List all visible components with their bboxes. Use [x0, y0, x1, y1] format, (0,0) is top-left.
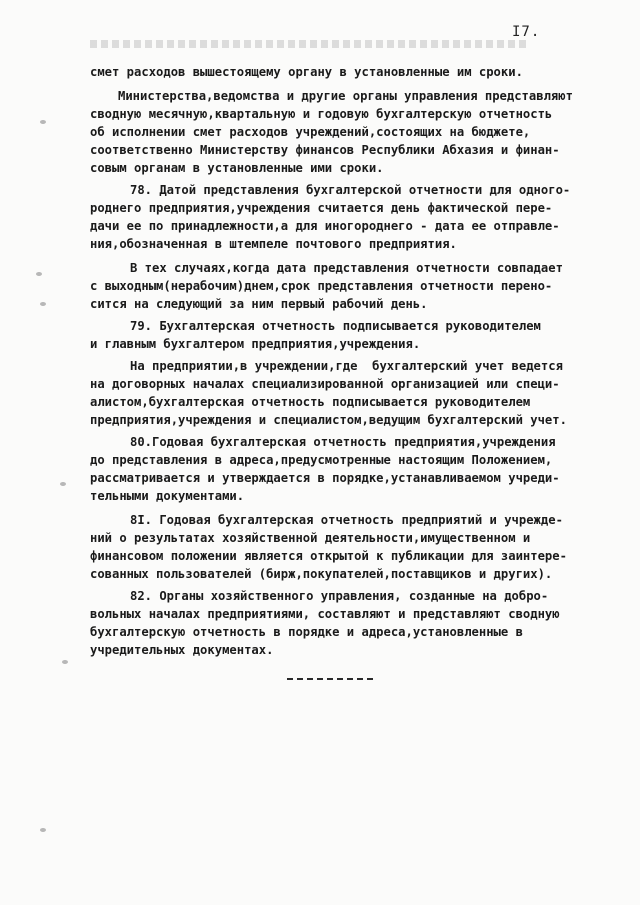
text-line: соответственно Министерству финансов Республики Абхазия и финан- [90, 143, 560, 157]
text-line: сводную месячную,квартальную и годовую бухгалтерскую отчетность [90, 107, 553, 121]
text-line: рассматривается и утверждается в порядке,устанавливаемом учреди- [90, 471, 560, 485]
text-line: до представления в адреса,предусмотренные настоящим Положением, [90, 453, 553, 467]
faded-header-line [90, 40, 530, 48]
text-line: 80.Годовая бухгалтерская отчетность предприятия,учреждения [130, 435, 556, 449]
text-line: бухгалтерскую отчетность в порядке и адреса,установленные в [90, 625, 523, 639]
text-line: совым органам в установленные ими сроки. [90, 161, 384, 175]
text-line: Министерства,ведомства и другие органы управления представляют [118, 89, 573, 103]
text-line: тельными документами. [90, 489, 245, 503]
text-line: роднего предприятия,учреждения считается день фактической пере- [90, 201, 553, 215]
text-line: предприятия,учреждения и специалистом,ведущим бухгалтерский учет. [90, 413, 567, 427]
scan-mark [60, 482, 66, 486]
text-line: и главным бухгалтером предприятия,учреждения. [90, 337, 421, 351]
scan-mark [62, 660, 68, 664]
text-line: с выходным(нерабочим)днем,срок представления отчетности перено- [90, 279, 553, 293]
text-line: 82. Органы хозяйственного управления, созданные на добро- [130, 589, 549, 603]
text-line: учредительных документах. [90, 643, 274, 657]
text-line: алистом,бухгалтерская отчетность подписывается руководителем [90, 395, 531, 409]
text-line: ний о результатах хозяйственной деятельности,имущественном и [90, 531, 531, 545]
text-line: На предприятии,в учреждении,где бухгалтерский учет ведется [130, 359, 563, 373]
text-line: ния,обозначенная в штемпеле почтового предприятия. [90, 237, 457, 251]
text-line: вольных началах предприятиями, составляют и представляют сводную [90, 607, 560, 621]
text-line: дачи ее по принадлежности,а для иногороднего - дата ее отправле- [90, 219, 560, 233]
end-rule [287, 678, 373, 680]
text-line: сится на следующий за ним первый рабочий день. [90, 297, 428, 311]
text-line: сованных пользователей (бирж,покупателей,поставщиков и других). [90, 567, 553, 581]
page-number: I7. [512, 24, 541, 40]
text-line: смет расходов вышестоящему органу в установленные им сроки. [90, 65, 523, 79]
text-line: 8I. Годовая бухгалтерская отчетность предприятий и учрежде- [130, 513, 563, 527]
text-line: финансовом положении является открытой к публикации для заинтере- [90, 549, 567, 563]
scan-mark [36, 272, 42, 276]
scan-mark [40, 302, 46, 306]
scan-mark [40, 828, 46, 832]
text-line: 78. Датой представления бухгалтерской отчетности для одного- [130, 183, 571, 197]
scan-mark [40, 120, 46, 124]
text-line: В тех случаях,когда дата представления отчетности совпадает [130, 261, 563, 275]
text-line: об исполнении смет расходов учреждений,состоящих на бюджете, [90, 125, 531, 139]
text-line: на договорных началах специализированной организацией или специ- [90, 377, 560, 391]
text-line: 79. Бухгалтерская отчетность подписывается руководителем [130, 319, 541, 333]
